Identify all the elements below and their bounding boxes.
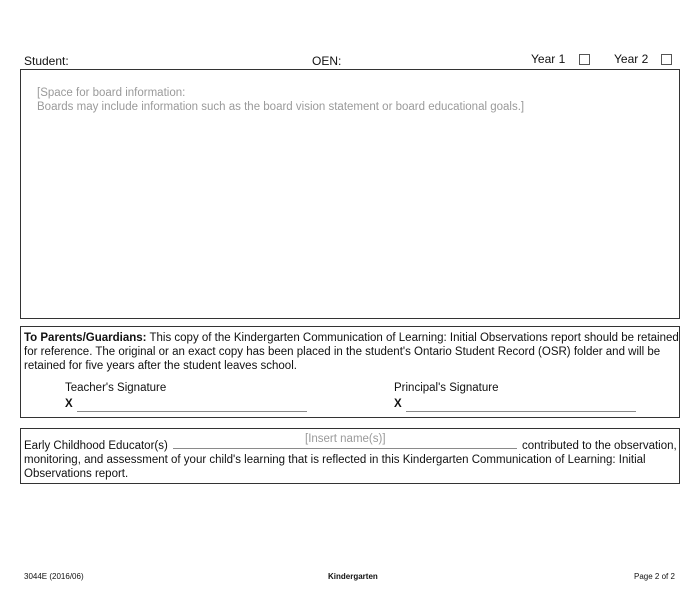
principal-signature-line[interactable] [406,411,636,412]
parents-heading: To Parents/Guardians: [24,332,147,344]
year1-label: Year 1 [531,52,566,66]
board-info-placeholder-line1: [Space for board information: [37,87,186,99]
student-label: Student: [24,54,69,68]
year2-checkbox[interactable] [661,54,672,65]
parents-text-line2: for reference. The original or an exact copy has been placed in the student's Ontario Student Record (OSR) folder and will be [24,346,661,358]
teacher-signature-label: Teacher's Signature [65,382,167,394]
oen-label: OEN: [312,54,342,68]
ece-text-line3: Observations report. [24,468,129,480]
ece-name-line[interactable] [173,448,517,449]
principal-signature-x: X [394,398,402,410]
footer-center-label: Kindergarten [328,572,378,581]
board-info-placeholder-line2: Boards may include information such as the board vision statement or board educational goals.] [37,101,525,113]
ece-label: Early Childhood Educator(s) [24,440,168,452]
ece-insert-placeholder[interactable]: [Insert name(s)] [305,433,386,445]
teacher-signature-line[interactable] [77,411,307,412]
principal-signature-label: Principal's Signature [394,382,499,394]
parents-guardians-box [20,326,680,418]
ece-box [20,428,680,484]
parents-line1 [24,331,679,345]
footer-form-code: 3044E (2016/06) [24,572,84,581]
board-info-box[interactable] [20,69,680,319]
footer-page-number: Page 2 of 2 [634,572,675,581]
ece-contributed-text: contributed to the observation, [522,440,677,452]
ece-text-line2: monitoring, and assessment of your child's learning that is reflected in this Kindergarten Communication of Learning: Initial [24,454,646,466]
teacher-signature-x: X [65,398,73,410]
parents-text-line3: retained for five years after the student leaves school. [24,360,297,372]
year2-label: Year 2 [614,52,649,66]
year1-checkbox[interactable] [579,54,590,65]
parents-text-line1: This copy of the Kindergarten Communication of Learning: Initial Observations report should be retained [149,332,679,344]
